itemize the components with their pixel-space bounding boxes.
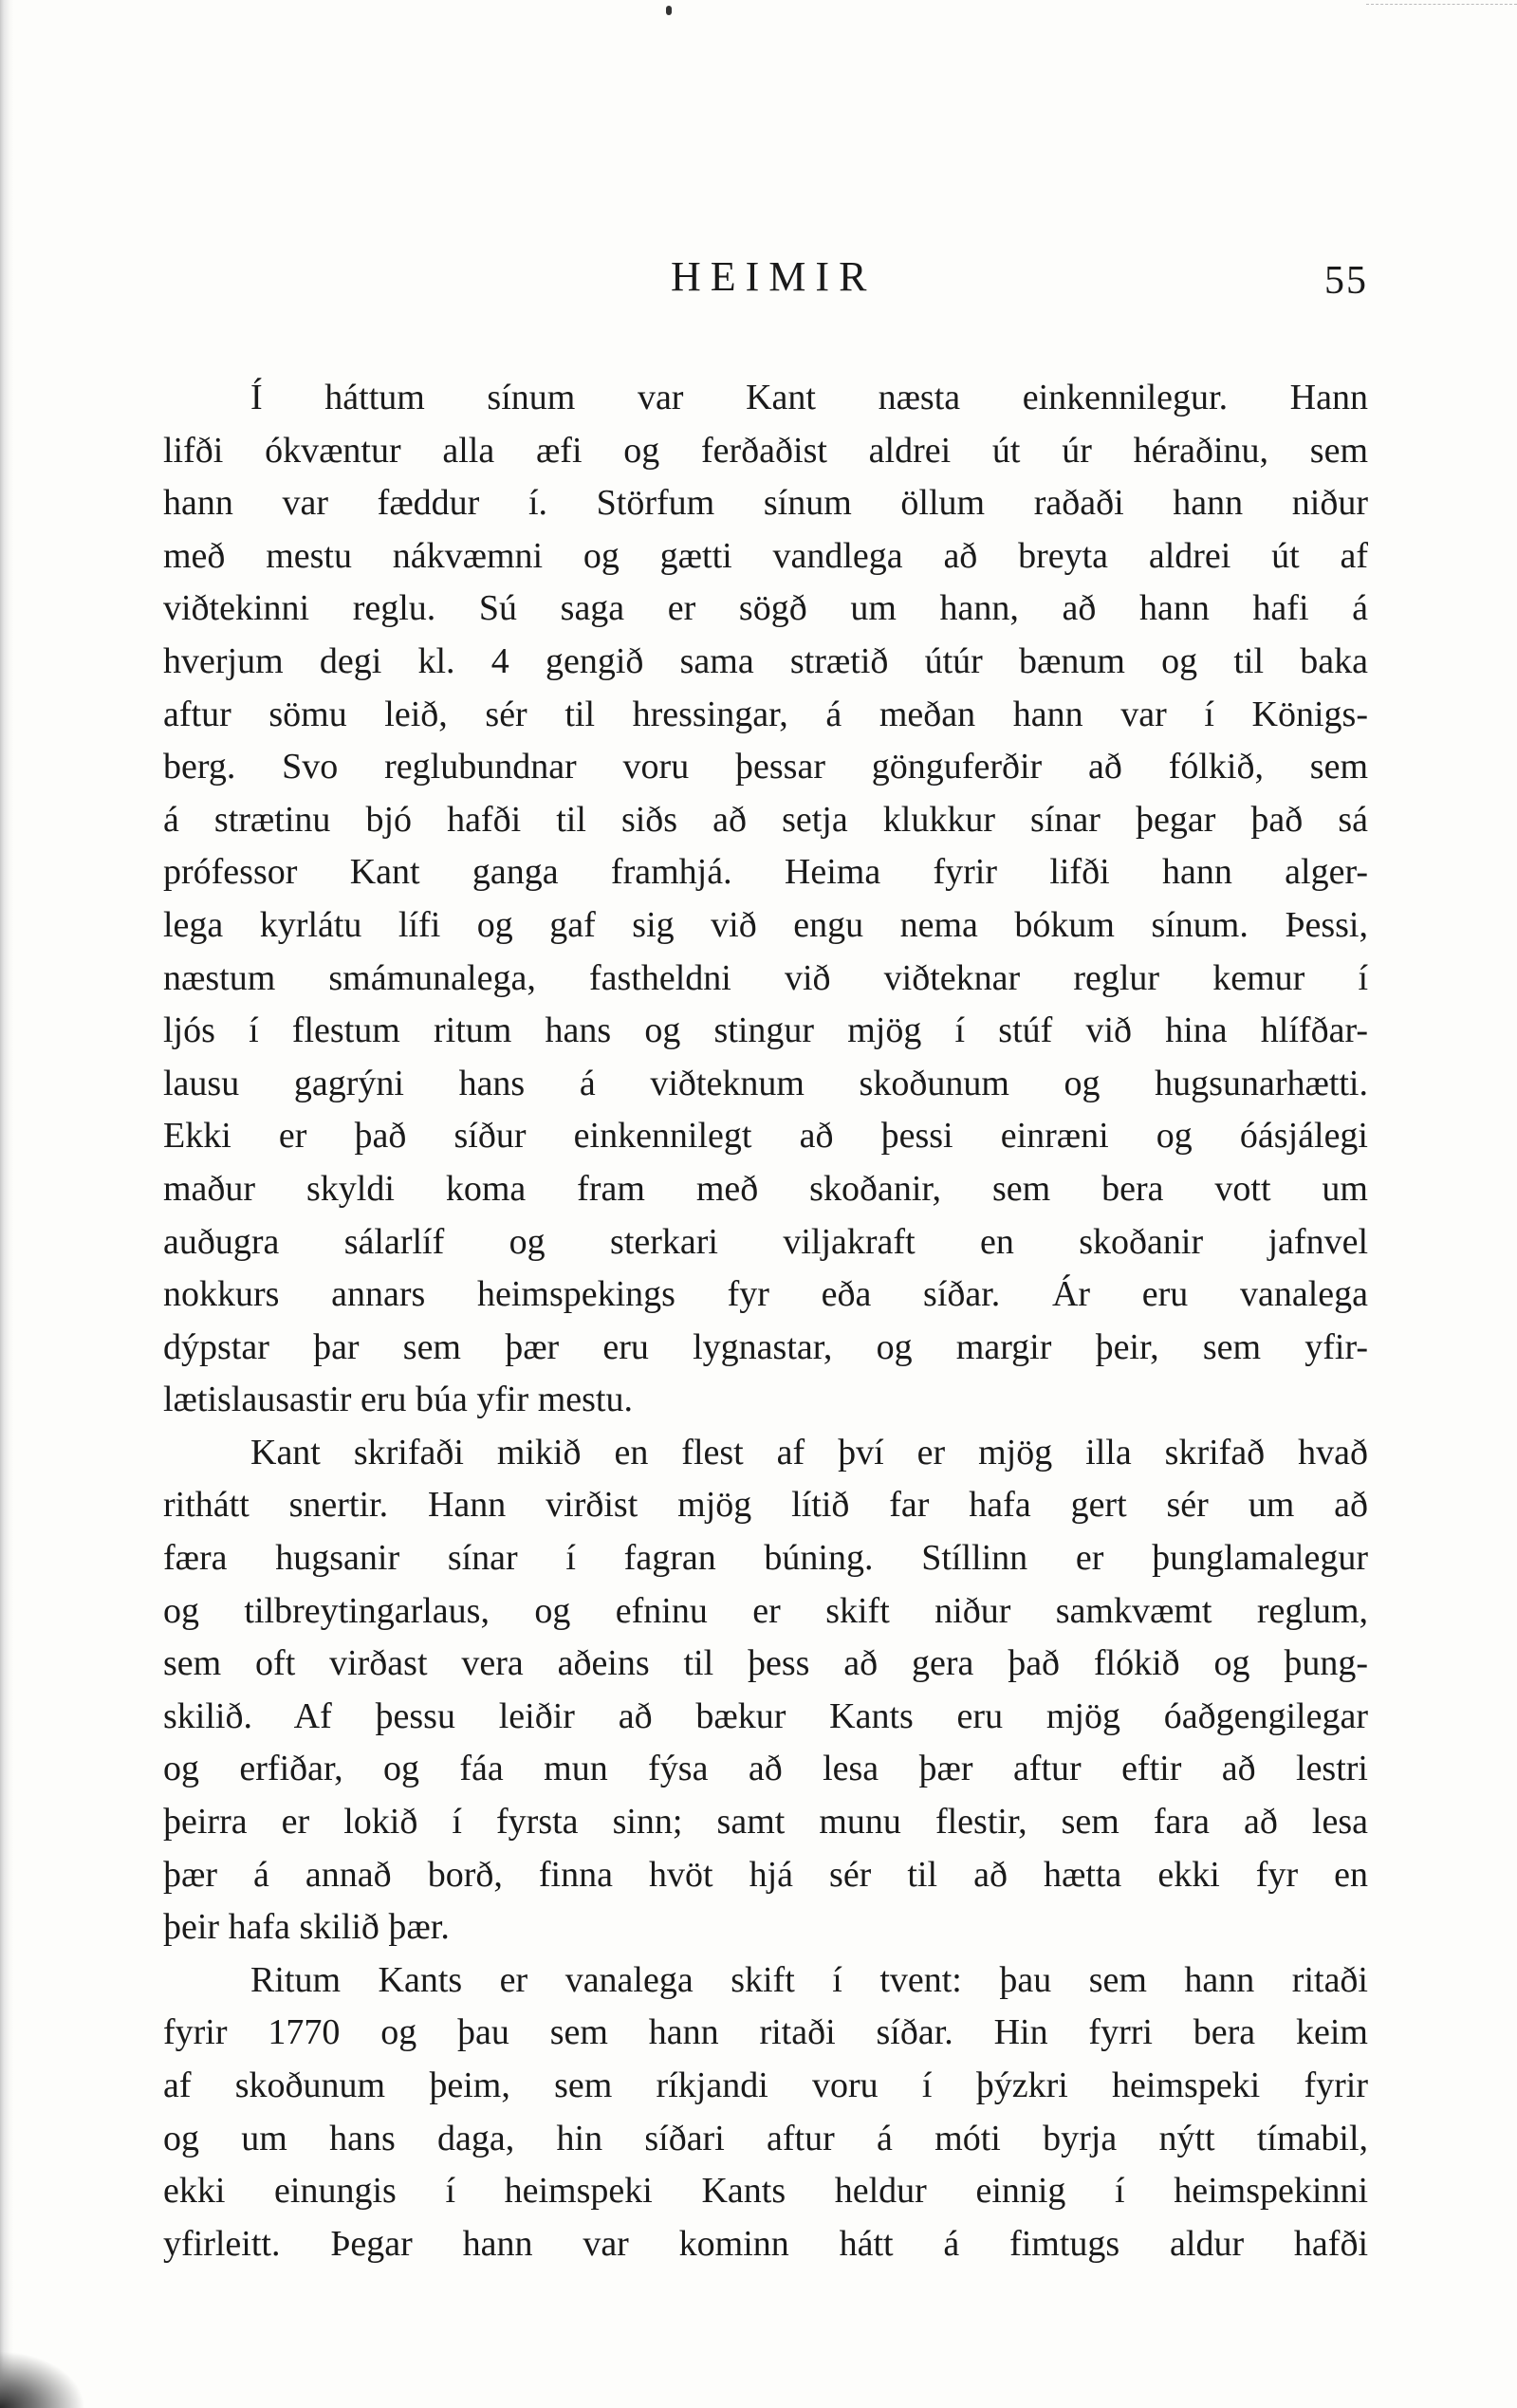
text-line: næstum smámunalega, fastheldni við viðteknar reglur kemur í (163, 957, 1368, 998)
text-line: Í háttum sínum var Kant næsta einkennilegur. Hann (250, 378, 1368, 417)
text-line: hann var fæddur í. Störfum sínum öllum raðaði hann niður (163, 483, 1368, 524)
text-line: og tilbreytingarlaus, og efninu er skift niður samkvæmt reglum, (163, 1590, 1368, 1631)
text-line: Ritum Kants er vanalega skift í tvent: þau sem hann ritaði (250, 1959, 1368, 2000)
text-line: auðugra sálarlíf og sterkari viljakraft en skoðanir jafnvel (163, 1221, 1368, 1262)
text-line: lausu gagrýni hans á viðteknum skoðunum og hugsunarhætti. (163, 1063, 1368, 1103)
scan-corner-shadow (0, 2351, 85, 2408)
text-line: ljós í flestum ritum hans og stingur mjög í stúf við hina hlífðar- (163, 1010, 1368, 1051)
text-line: fyrir 1770 og þau sem hann ritaði síðar. Hin fyrri bera keim (163, 2012, 1368, 2053)
text-line: rithátt snertir. Hann virðist mjög lítið far hafa gert sér um að (163, 1485, 1368, 1526)
text-line: á strætinu bjó hafði til siðs að setja klukkur sínar þegar það sá (163, 799, 1368, 840)
page-left-edge (0, 0, 13, 2408)
paragraph-3 (163, 1954, 1368, 2271)
text-line: prófessor Kant ganga framhjá. Heima fyrir lifði hann alger- (163, 852, 1368, 893)
text-line: nokkurs annars heimspekings fyr eða síðar. Ár eru vanalega (163, 1274, 1368, 1315)
text-line: færa hugsanir sínar í fagran búning. Stíllinn er þunglamalegur (163, 1538, 1368, 1579)
text-line: og erfiðar, og fáa mun fýsa að lesa þær aftur eftir að lestri (163, 1749, 1368, 1789)
text-line: maður skyldi koma fram með skoðanir, sem bera vott um (163, 1168, 1368, 1209)
text-line: lætislausastir eru búa yfir mestu. (163, 1380, 633, 1420)
scan-border-line (1366, 4, 1517, 6)
text-line: af skoðunum þeim, sem ríkjandi voru í þýzkri heimspeki fyrir (163, 2065, 1368, 2105)
paragraph-2 (163, 1427, 1368, 1954)
text-line: og um hans daga, hin síðari aftur á móti byrja nýtt tímabil, (163, 2118, 1368, 2158)
text-line: skilið. Af þessu leiðir að bækur Kants eru mjög óaðgengilegar (163, 1695, 1368, 1736)
text-line: lega kyrlátu lífi og gaf sig við engu nema bókum sínum. Þessi, (163, 904, 1368, 945)
text-line: ekki einungis í heimspeki Kants heldur einnig í heimspekinni (163, 2171, 1368, 2212)
text-line: með mestu nákvæmni og gætti vandlega að breyta aldrei út af (163, 535, 1368, 576)
text-line: Kant skrifaði mikið en flest af því er mjög illa skrifað hvað (250, 1432, 1368, 1473)
text-line: þeir hafa skilið þær. (163, 1907, 450, 1948)
paragraph-1 (163, 372, 1368, 1427)
text-line: Ekki er það síður einkennilegt að þessi einræni og óásjálegi (163, 1116, 1368, 1157)
running-head (163, 249, 1368, 306)
text-line: hverjum degi kl. 4 gengið sama strætið útúr bænum og til baka (163, 640, 1368, 681)
text-line: yfirleitt. Þegar hann var kominn hátt á fimtugs aldur hafði (163, 2223, 1368, 2264)
page-number: 55 (1324, 259, 1368, 303)
text-line: aftur sömu leið, sér til hressingar, á meðan hann var í Königs- (163, 694, 1368, 734)
text-line: þær á annað borð, finna hvöt hjá sér til að hætta ekki fyr en (163, 1854, 1368, 1895)
text-line: berg. Svo reglubundnar voru þessar gönguferðir að fólkið, sem (163, 747, 1368, 787)
ink-speck (666, 6, 672, 15)
text-line: þeirra er lokið í fyrsta sinn; samt munu flestir, sem fara að lesa (163, 1802, 1368, 1843)
running-title: HEIMIR (671, 253, 877, 300)
text-line: viðtekinni reglu. Sú saga er sögð um hann, að hann hafi á (163, 588, 1368, 629)
text-line: sem oft virðast vera aðeins til þess að gera það flókið og þung- (163, 1643, 1368, 1684)
text-line: lifði ókvæntur alla æfi og ferðaðist aldrei út úr héraðinu, sem (163, 430, 1368, 471)
body-text (163, 372, 1368, 2270)
text-line: dýpstar þar sem þær eru lygnastar, og margir þeir, sem yfir- (163, 1326, 1368, 1367)
